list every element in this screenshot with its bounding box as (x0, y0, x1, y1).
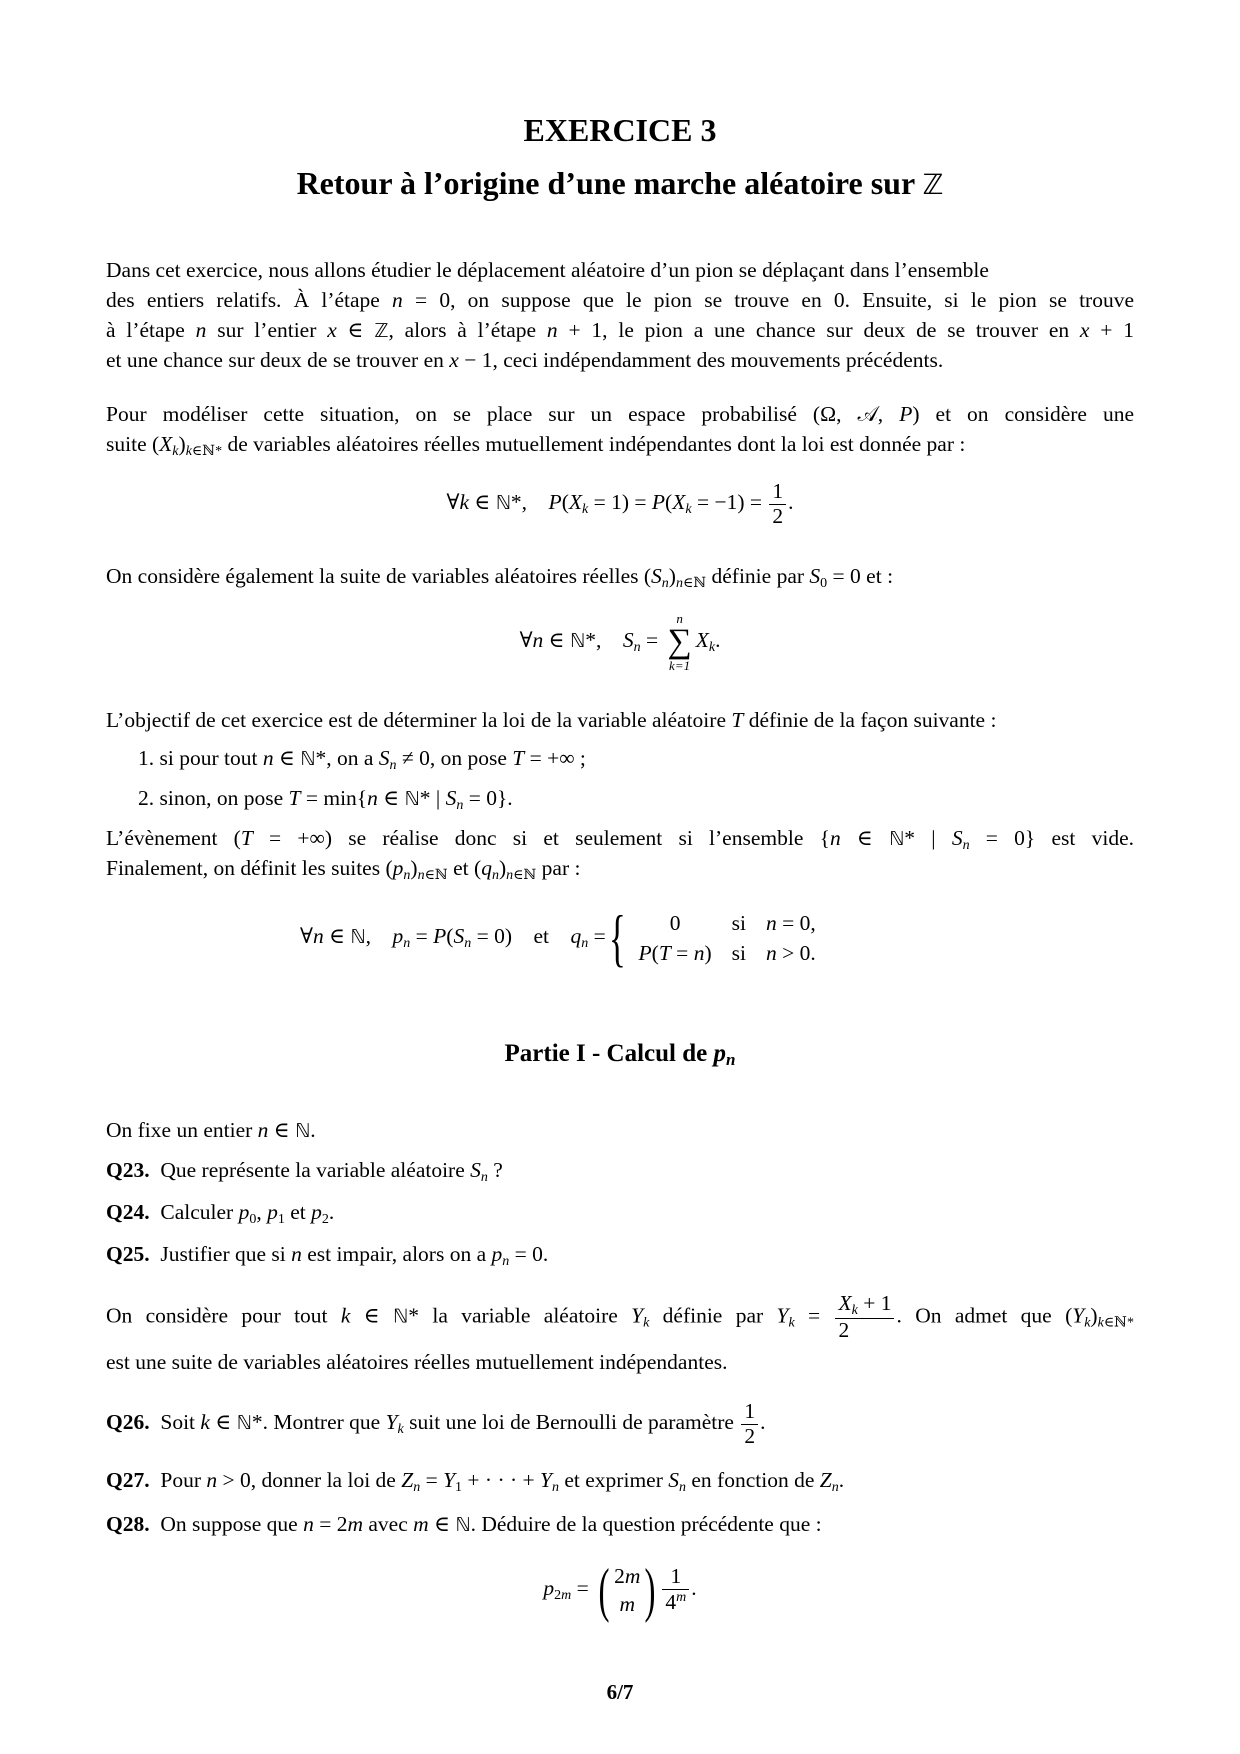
event-line-1: L’évènement (T = +∞) se réalise donc si et seulement si l’ensemble {n ∈ ℕ* | $S_n = 0$} est vide. (106, 826, 1134, 853)
case-item-1: 1. si pour tout n ∈ ℕ*, on a $S_n \ne 0$, on pose T = +∞ ; (138, 746, 586, 773)
pn-qn-definition: ∀n ∈ ℕ, $p_n = P(S_n = 0)$ et $q_n$ ={ 0 si n = 0, P(T = n) si n > 0. (300, 902, 816, 973)
intro-line-1: Dans cet exercice, nous allons étudier le déplacement aléatoire d’un pion se déplaçant dans l’ensemble (106, 258, 989, 282)
question-q28: Q28. On suppose que n = 2m avec m ∈ ℕ. Déduire de la question précédente que : (106, 1512, 822, 1536)
question-q27: Q27. Pour n > 0, donner la loi de $Z_n = Y_1$ + · · · + $Y_n$ et exprimer $S_n$ en fonction de $Z_n$. (106, 1468, 845, 1495)
question-q25: Q25. Justifier que si n est impair, alors on a $p_n = 0$. (106, 1242, 549, 1269)
question-q23: Q23. Que représente la variable aléatoire $S_n$ ? (106, 1158, 503, 1185)
yk-definition-line-2: est une suite de variables aléatoires réelles mutuellement indépendantes. (106, 1350, 728, 1374)
intro-line-2: des entiers relatifs. À l’étape n = 0, on suppose que le pion se trouve en 0. Ensuite, si le pion se trouve (106, 288, 1135, 312)
objective-line: L’objectif de cet exercice est de déterminer la loi de la variable aléatoire T définie de la façon suivante : (106, 708, 997, 732)
intro-line-4: et une chance sur deux de se trouver en x − 1, ceci indépendamment des mouvements précédents. (106, 348, 944, 372)
p2m-formula: $p_{2m}$ = ( 2m m ) $\frac{1}{4^m}$ . (543, 1557, 697, 1623)
intro-line-3: à l’étape n sur l’entier x ∈ ℤ, alors à l’étape n + 1, le pion a une chance sur deux de se trouver en x + 1 (106, 318, 1134, 342)
model-line-1: Pour modéliser cette situation, on se place sur un espace probabilisé (Ω, 𝒜, P) et on considère une (106, 402, 1135, 426)
sn-sum-formula: ∀n ∈ ℕ*, $S_n$ = n ∑ k=1 $X_k$. (519, 611, 721, 673)
question-q26: Q26. Soit k ∈ ℕ*. Montrer que $Y_k$ suit une loi de Bernoulli de paramètre $\frac{1}{2}$ . (106, 1399, 766, 1448)
exercise-title: EXERCICE 3 (523, 112, 717, 148)
case-item-2: 2. sinon, on pose T = min{n ∈ ℕ* | $S_n = 0$}. (138, 786, 513, 813)
event-line-2: Finalement, on définit les suites $(p_n)_{n\in ℕ}$ et $(q_n)_{n\in ℕ}$ par : (106, 856, 581, 883)
exercise-subtitle: Retour à l’origine d’une marche aléatoire sur ℤ (296, 165, 944, 201)
sn-definition-line: On considère également la suite de variables aléatoires réelles $(S_n)_{n\in ℕ}$ définie par $S_0 = 0$ et : (106, 564, 894, 591)
law-formula: ∀k ∈ ℕ*, $P(X_k = 1) = P(X_k = -1)$ = $\frac{1}{2}$ . (446, 479, 794, 528)
partie-title: Partie I - Calcul de pn (504, 1040, 736, 1069)
question-q24: Q24. Calculer $p_0$, $p_1$ et $p_2$. (106, 1200, 335, 1227)
page-number: 6/7 (606, 1680, 634, 1704)
yk-definition-line-1: On considère pour tout k ∈ ℕ* la variable aléatoire $Y_k$ définie par $Y_k$ = $\frac{X_k + 1}{2}$ . On admet que $(Y_k)_{k\in ℕ*}$ (106, 1291, 1134, 1343)
fix-n-line: On fixe un entier n ∈ ℕ. (106, 1118, 316, 1142)
model-line-2: suite $(X_k)_{k\in ℕ*}$ de variables aléatoires réelles mutuellement indépendantes dont la loi est donnée par : (106, 432, 966, 459)
